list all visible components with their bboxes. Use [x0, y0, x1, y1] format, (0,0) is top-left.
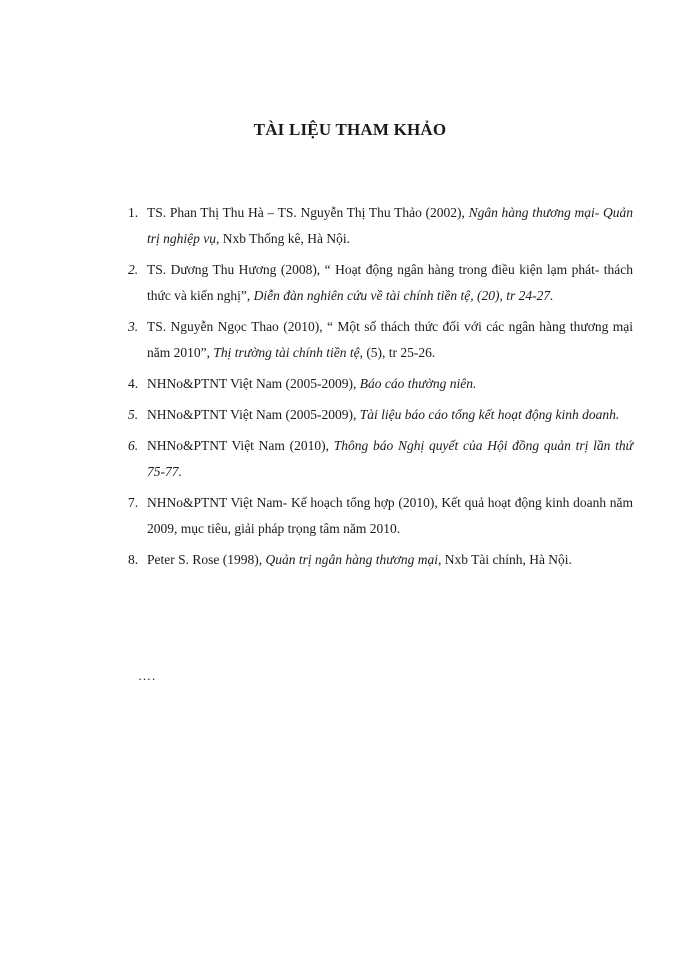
reference-italic-text: Diễn đàn nghiên cứu về tài chính tiền tệ, (20), tr 24-27.	[253, 288, 554, 303]
reference-number: 8.	[128, 552, 139, 567]
reference-italic-text: Quản trị ngân hàng thương mại	[265, 552, 438, 567]
reference-italic-text: Tài liệu báo cáo tổng kết hoạt động kinh doanh.	[359, 407, 620, 422]
reference-text: TS. Phan Thị Thu Hà – TS. Nguyễn Thị Thu Thảo (2002),	[147, 205, 469, 220]
reference-item	[128, 314, 633, 366]
reference-number: 5.	[128, 407, 139, 422]
continuation-ellipsis: ….	[138, 668, 157, 683]
reference-text: TS. Nguyễn Ngọc Thao (2010), “ Một số thách thức đối với các ngân hàng thương mại năm 2010”,	[147, 319, 633, 360]
reference-item	[128, 433, 633, 485]
reference-italic-text: Thông báo Nghị quyết của Hội đồng quản trị lần thứ 75-77.	[147, 438, 634, 479]
reference-item	[128, 490, 633, 542]
reference-text: TS. Dương Thu Hương (2008), “ Hoạt động ngân hàng trong điều kiện lạm phát- thách thức và kiến nghị”,	[147, 262, 633, 303]
reference-text: Peter S. Rose (1998),	[147, 552, 266, 567]
reference-italic-text: Thị trường tài chính tiền tệ	[213, 345, 360, 360]
reference-item	[128, 257, 633, 309]
reference-number: 3.	[128, 319, 139, 334]
reference-text: NHNo&PTNT Việt Nam (2010),	[147, 438, 334, 453]
reference-item	[128, 371, 633, 397]
reference-item	[128, 402, 633, 428]
reference-number: 6.	[128, 438, 139, 453]
reference-text: NHNo&PTNT Việt Nam- Kế hoạch tổng hợp (2010), Kết quả hoạt động kinh doanh năm 2009, mục tiêu, giải pháp trọng tâm năm 2010.	[147, 495, 633, 536]
reference-number: 4.	[128, 376, 139, 391]
reference-item	[128, 200, 633, 252]
reference-italic-text: Ngân hàng thương mại- Quản trị nghiệp vụ	[147, 205, 633, 246]
reference-text: NHNo&PTNT Việt Nam (2005-2009),	[147, 407, 360, 422]
page-title: TÀI LIỆU THAM KHẢO	[253, 120, 447, 139]
reference-list	[128, 200, 633, 578]
reference-number: 1.	[128, 205, 139, 220]
reference-italic-text: Báo cáo thường niên.	[359, 376, 477, 391]
reference-text: , (5), tr 25-26.	[359, 345, 436, 360]
reference-text: , Nxb Tài chính, Hà Nội.	[437, 552, 572, 567]
reference-item	[128, 547, 633, 573]
reference-text: , Nxb Thống kê, Hà Nội.	[216, 231, 350, 246]
reference-number: 7.	[128, 495, 139, 510]
reference-text: NHNo&PTNT Việt Nam (2005-2009),	[147, 376, 360, 391]
reference-number: 2.	[128, 262, 139, 277]
